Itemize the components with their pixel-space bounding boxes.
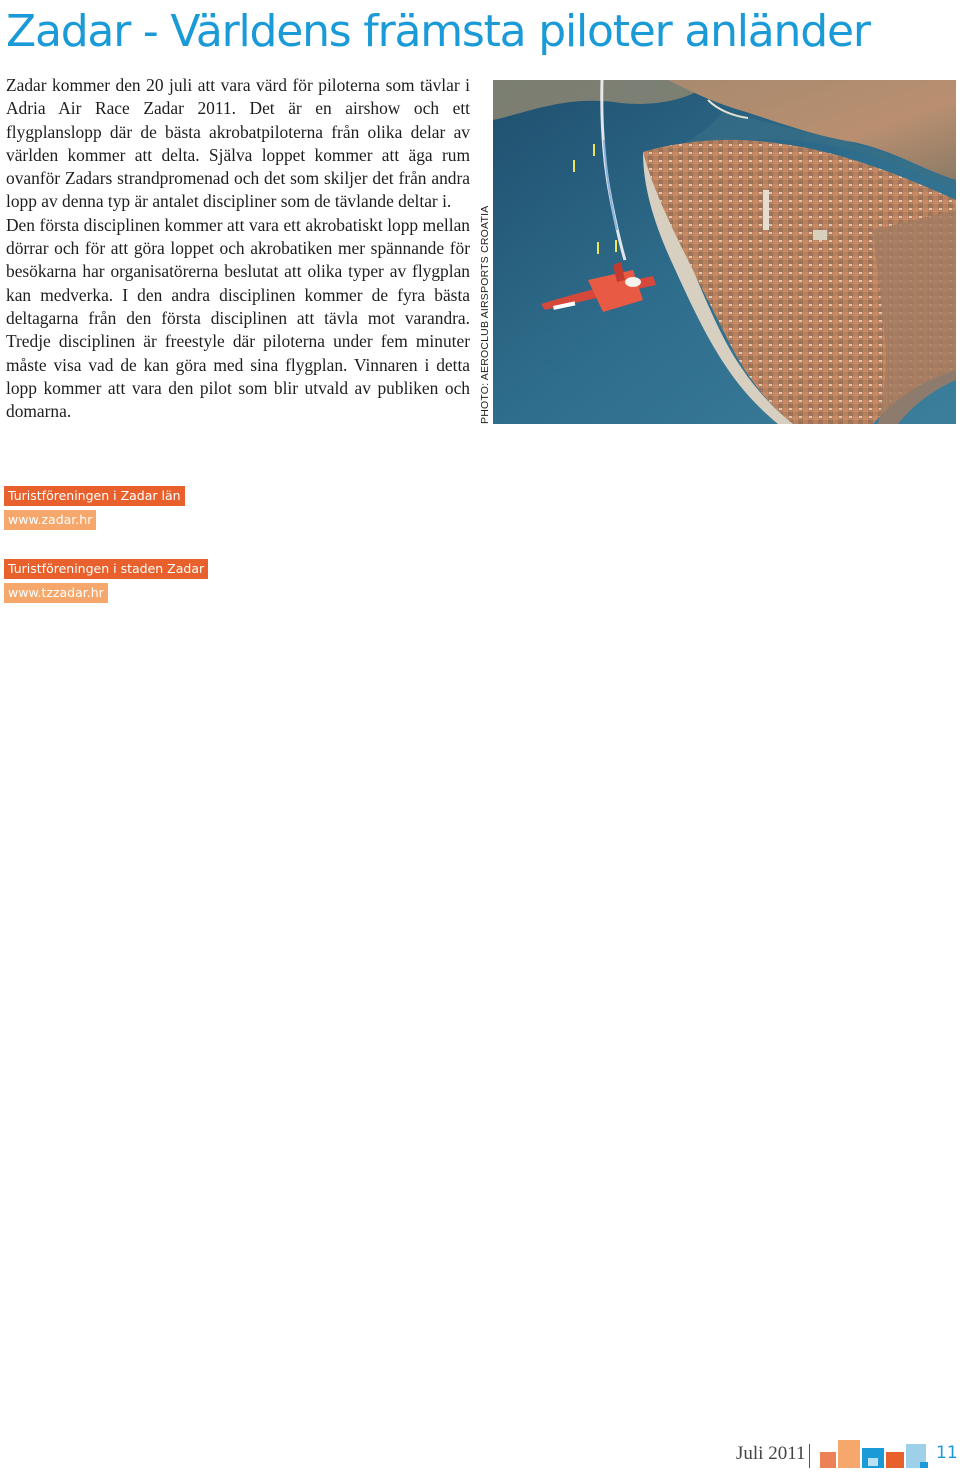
article-body bbox=[6, 74, 470, 423]
contact-link-county[interactable]: www.zadar.hr bbox=[4, 510, 96, 530]
contact-name-city: Turistföreningen i staden Zadar bbox=[4, 559, 208, 579]
article-paragraph: Zadar kommer den 20 juli att vara värd för piloterna som tävlar i Adria Air Race Zadar 2011. Det är en airshow och ett flygplanslopp där de bästa akrobatpiloterna från olika delar av världen kommer att delta. Själva loppet kommer att äga rum ovanför Zadars strandpromenad och det som skiljer det från andra lopp av denna typ är antalet discipliner som de tävlande deltar i. bbox=[6, 75, 470, 212]
page-footer bbox=[736, 1438, 960, 1472]
aerial-photo-illustration bbox=[493, 80, 956, 424]
article-paragraph: Den första disciplinen kommer att vara ett akrobatiskt lopp mellan dörrar och för att göra loppet och akrobatiken mer spännande för besökarna har organisatörerna beslutat att olika typer av flygplan kan medverka. I den andra disciplinen kommer de fyra bästa deltagarna från den första disciplinen att tävla mot varandra. Tredje disciplinen är freestyle där piloterna under fem minuter måste visa vad de kan göra med sina flygplan. Vinnaren i detta lopp kommer att vara den pilot som blir utvald av publiken och domarna. bbox=[6, 214, 470, 422]
article-title: Zadar - Världens främsta piloter anländer bbox=[6, 6, 870, 57]
magazine-logo-icon bbox=[820, 1438, 954, 1472]
page-number: 11 bbox=[936, 1443, 958, 1463]
footer-divider bbox=[809, 1444, 810, 1468]
photo-credit: PHOTO: AEROCLUB AIRSPORTS CROATIA bbox=[479, 205, 491, 424]
contact-name-county: Turistföreningen i Zadar län bbox=[4, 486, 185, 506]
issue-date: Juli 2011 bbox=[736, 1443, 806, 1464]
aerial-photo-zadar bbox=[493, 80, 956, 424]
contact-link-city[interactable]: www.tzzadar.hr bbox=[4, 583, 108, 603]
